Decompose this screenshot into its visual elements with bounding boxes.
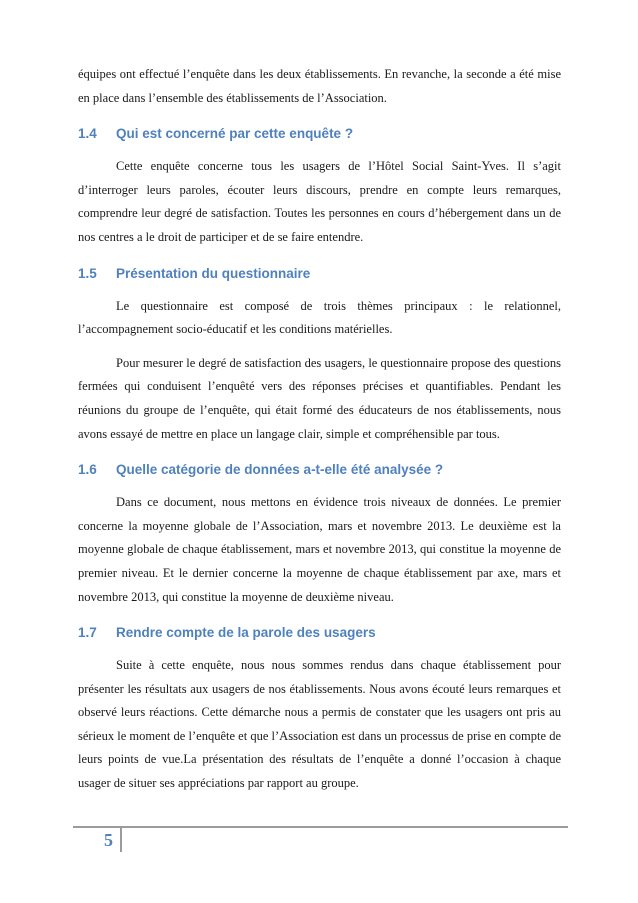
section-number: 1.5 — [78, 265, 97, 281]
section-number: 1.4 — [78, 126, 97, 142]
section-title: Présentation du questionnaire — [116, 265, 311, 281]
section-title: Qui est concerné par cette enquête ? — [116, 126, 354, 142]
footer-rule — [73, 826, 568, 828]
section-heading-1-5 — [78, 262, 561, 285]
section-1-6-paragraph-1: Dans ce document, nous mettons en évidence trois niveaux de données. Le premier concerne la moyenne globale de l’Association, mars et novembre 2013. Le deuxième est la moyenne globale de chaque établissement, mars et novembre 2013, qui constitue la moyenne de premier niveau. Et le dernier concerne la moyenne de chaque établissement par axe, mars et novembre 2013, qui constitue la moyenne de deuxième niveau. — [78, 495, 561, 604]
page-number: 5 — [104, 830, 113, 850]
section-heading-1-7 — [78, 621, 561, 644]
page-number-divider — [120, 828, 122, 852]
intro-paragraph: équipes ont effectué l’enquête dans les deux établissements. En revanche, la seconde a été mise en place dans l’ensemble des établissements de l’Association. — [78, 67, 561, 105]
section-1-5-paragraph-2: Pour mesurer le degré de satisfaction des usagers, le questionnaire propose des questions fermées qui conduisent l’enquêté vers des réponses précises et quantifiables. Pendant les réunions du groupe de l’enquête, qui était formé des éducateurs de nos établissements, nous avons essayé de mettre en place un langage clair, simple et compréhensible par tous. — [78, 355, 561, 441]
section-title: Rendre compte de la parole des usagers — [116, 625, 376, 641]
page-content — [78, 63, 561, 796]
section-heading-1-6 — [78, 458, 561, 481]
section-number: 1.6 — [78, 462, 97, 478]
section-number: 1.7 — [78, 625, 97, 641]
section-heading-1-4 — [78, 122, 561, 145]
section-1-5-paragraph-1: Le questionnaire est composé de trois thèmes principaux : le relationnel, l’accompagnement socio-éducatif et les conditions matérielles. — [78, 298, 561, 337]
section-title: Quelle catégorie de données a-t-elle été analysée ? — [116, 462, 444, 478]
section-1-4-paragraph-1: Cette enquête concerne tous les usagers de l’Hôtel Social Saint-Yves. Il s’agit d’interroger leurs paroles, écouter leurs discours, prendre en compte leurs remarques, comprendre leur degré de satisfaction. Toutes les personnes en cours d’hébergement dans un de nos centres a le droit de participer et de se faire entendre. — [78, 159, 561, 244]
section-1-7-paragraph-1: Suite à cette enquête, nous nous sommes rendus dans chaque établissement pour présenter les résultats aux usagers de nos établissements. Nous avons écouté leurs remarques et observé leurs réactions. Cette démarche nous a permis de constater que les usagers ont pris au sérieux le moment de l’enquête et que l’Association est dans un processus de prise en compte de leurs points de vue.La présentation des résultats de l’enquête a donné l’occasion à chaque usager de situer ses appréciations par rapport au groupe. — [78, 658, 561, 791]
